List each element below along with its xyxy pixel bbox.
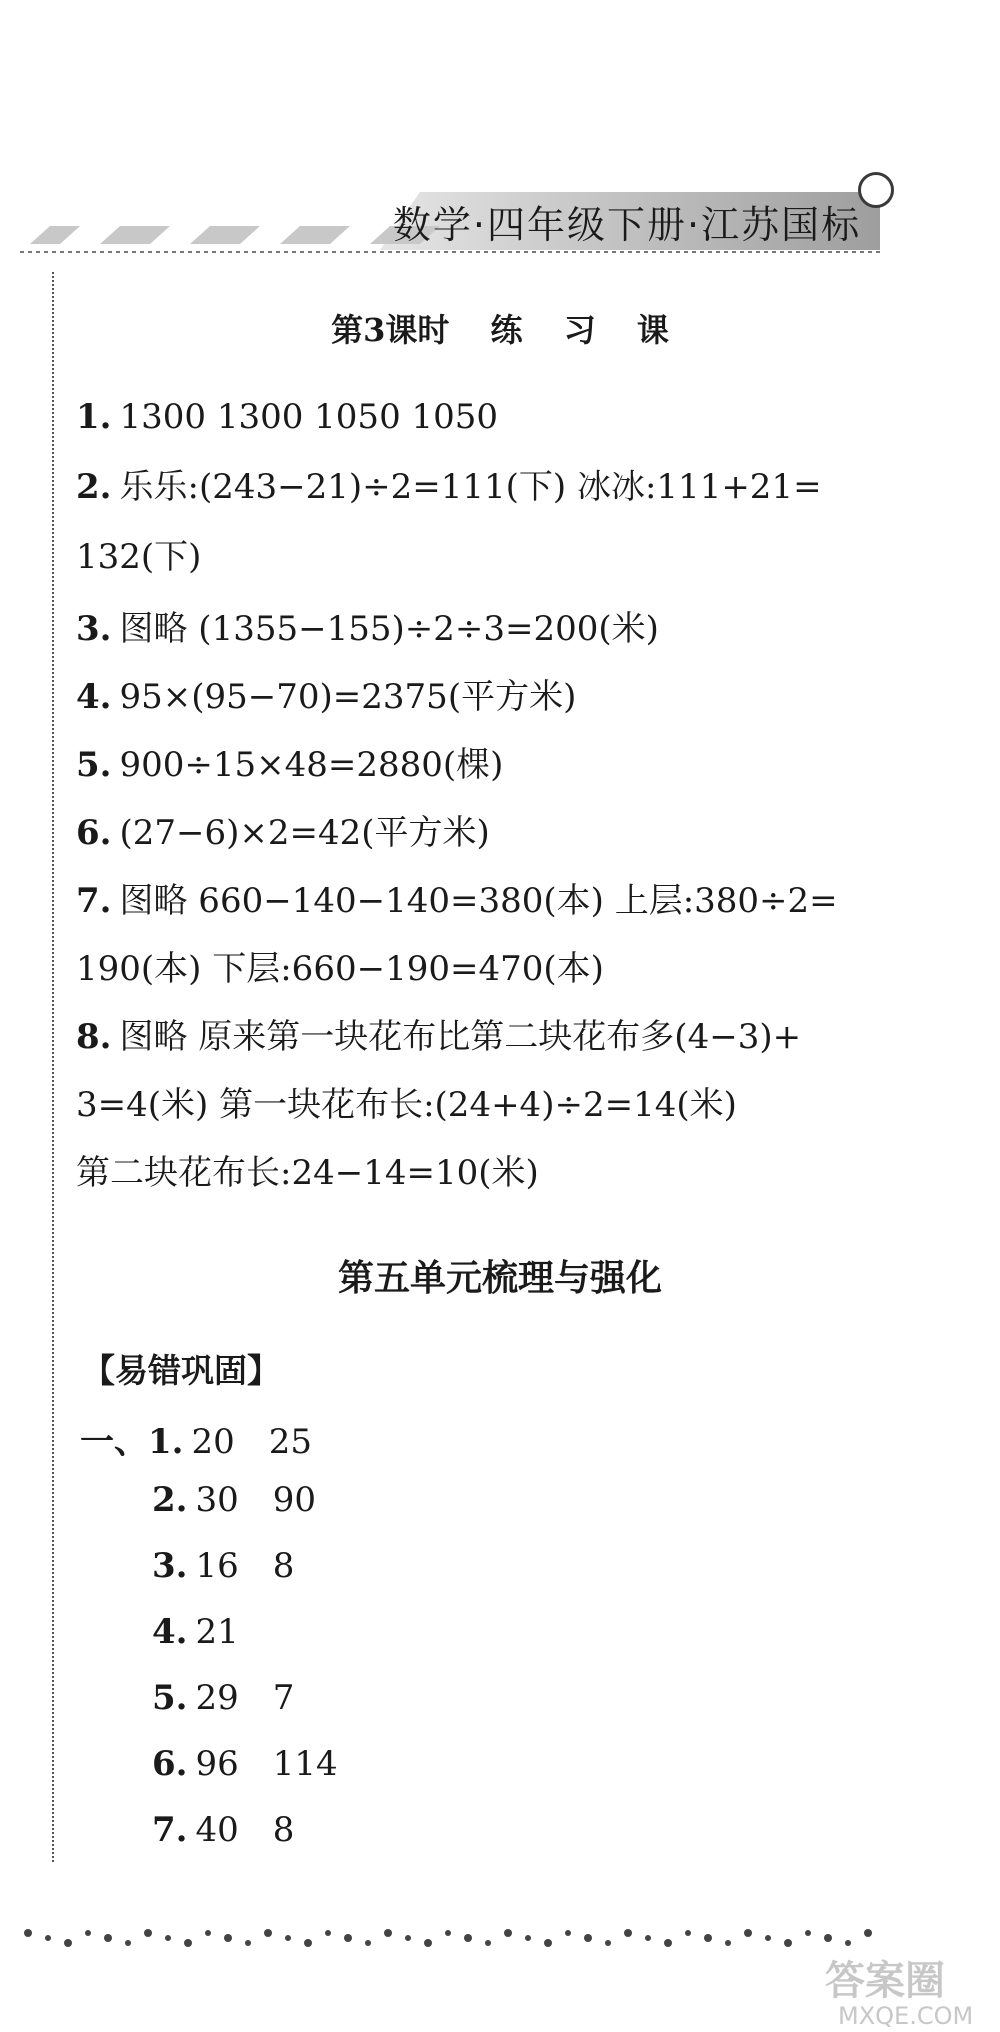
footer-dot — [245, 1940, 251, 1946]
footer-dot — [784, 1939, 792, 1947]
footer-dot — [45, 1935, 51, 1941]
answer-1: 1. 1300 1300 1050 1050 — [76, 397, 499, 437]
footer-dot — [664, 1939, 672, 1947]
footer-dot — [165, 1935, 171, 1941]
answer-text: 乐乐:(243−21)÷2=111(下) 冰冰:111+21= — [119, 467, 822, 507]
footer-dot — [85, 1930, 91, 1936]
answer-text: 图略 660−140−140=380(本) 上层:380÷2= — [119, 881, 838, 921]
answer-3: 3. 图略 (1355−155)÷2÷3=200(米) — [76, 609, 659, 649]
watermark-url: MXQE.COM — [838, 2002, 974, 2030]
footer-dot — [864, 1929, 872, 1937]
review-item-4: 4. 21 — [152, 1612, 239, 1652]
answer-text: 第二块花布长:24−14=10(米) — [76, 1153, 539, 1193]
footer-dot — [845, 1940, 851, 1946]
answer-8: 8. 图略 原来第一块花布比第二块花布多(4−3)+ — [76, 1017, 802, 1057]
lesson-title: 第3课时 练 习 课 — [331, 311, 669, 349]
answer-7-cont — [76, 949, 604, 989]
footer-dot — [365, 1940, 371, 1946]
answer-5: 5. 900÷15×48=2880(棵) — [76, 745, 504, 785]
footer-dot — [24, 1929, 32, 1937]
answer-text: 900÷15×48=2880(棵) — [119, 745, 504, 785]
watermark-logo — [820, 1950, 995, 2030]
footer-dot — [485, 1940, 491, 1946]
review-item-2: 2. 30 90 — [152, 1480, 317, 1520]
answer-4: 4. 95×(95−70)=2375(平方米) — [76, 677, 577, 717]
footer-dot — [824, 1934, 832, 1942]
footer-dot — [405, 1935, 411, 1941]
footer-dot — [144, 1929, 152, 1937]
answer-text: 190(本) 下层:660−190=470(本) — [76, 949, 604, 989]
answer-text: 3=4(米) 第一块花布长:(24+4)÷2=14(米) — [76, 1085, 737, 1125]
answer-text: 1300 1300 1050 1050 — [119, 397, 499, 437]
footer-dot — [744, 1929, 752, 1937]
review-item-3: 3. 16 8 — [152, 1546, 295, 1586]
review-item-1: 一、1. 20 25 — [80, 1422, 313, 1462]
section-title: 第五单元梳理与强化 — [337, 1258, 662, 1299]
footer-dot — [224, 1934, 232, 1942]
answer-8-cont — [76, 1153, 539, 1193]
footer-dot — [645, 1935, 651, 1941]
answer-text: 95×(95−70)=2375(平方米) — [119, 677, 577, 717]
answer-text: (27−6)×2=42(平方米) — [119, 813, 490, 853]
footer-dot — [104, 1934, 112, 1942]
corner-ring-icon — [858, 172, 894, 208]
footer-dot — [624, 1929, 632, 1937]
review-heading: 【易错巩固】 — [82, 1351, 280, 1390]
footer-dot — [304, 1939, 312, 1947]
footer-dot — [544, 1939, 552, 1947]
footer-dot — [584, 1934, 592, 1942]
answer-text: 图略 原来第一块花布比第二块花布多(4−3)+ — [119, 1017, 802, 1057]
left-margin-rule — [52, 272, 54, 1862]
review-item-7: 7. 40 8 — [152, 1810, 295, 1850]
header-title: 数学·四年级下册·江苏国标 — [392, 202, 862, 247]
footer-dot — [384, 1929, 392, 1937]
footer-dot — [504, 1929, 512, 1937]
footer-dot — [344, 1934, 352, 1942]
footer-dot — [605, 1940, 611, 1946]
footer-dot — [805, 1930, 811, 1936]
answer-2: 2. 乐乐:(243−21)÷2=111(下) 冰冰:111+21= — [76, 467, 822, 507]
footer-dot — [565, 1930, 571, 1936]
footer-dot — [184, 1939, 192, 1947]
footer-dot — [64, 1939, 72, 1947]
footer-dot — [445, 1930, 451, 1936]
footer-dot — [704, 1934, 712, 1942]
answer-7: 7. 图略 660−140−140=380(本) 上层:380÷2= — [76, 881, 838, 921]
footer-dot — [525, 1935, 531, 1941]
review-item-5: 5. 29 7 — [152, 1678, 295, 1718]
answer-8-cont — [76, 1085, 737, 1125]
review-item-6: 6. 96 114 — [152, 1744, 338, 1784]
footer-dot — [325, 1930, 331, 1936]
footer-dot — [685, 1930, 691, 1936]
answer-text: 图略 (1355−155)÷2÷3=200(米) — [119, 609, 659, 649]
footer-dot — [765, 1935, 771, 1941]
footer-dot — [464, 1934, 472, 1942]
answer-text: 132(下) — [76, 537, 202, 577]
footer-dot — [264, 1929, 272, 1937]
header-stripes — [20, 224, 440, 246]
review-prefix: 一、 — [80, 1422, 148, 1462]
footer-dot — [725, 1940, 731, 1946]
footer-dot — [205, 1930, 211, 1936]
answer-2-cont — [76, 537, 202, 577]
watermark-text: 答案圈 — [825, 1958, 945, 2004]
footer-dotted-border — [20, 1918, 880, 1958]
footer-dot — [125, 1940, 131, 1946]
footer-dot — [285, 1935, 291, 1941]
footer-dot — [424, 1939, 432, 1947]
answer-6: 6. (27−6)×2=42(平方米) — [76, 813, 490, 853]
